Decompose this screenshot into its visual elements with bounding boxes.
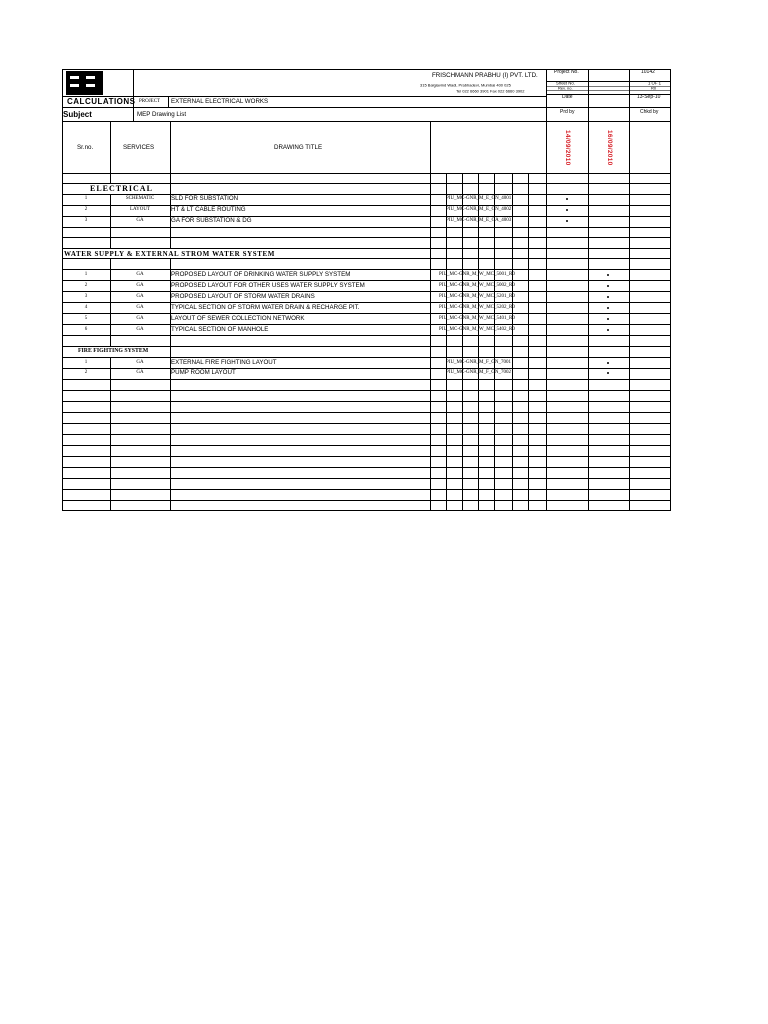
grid-line	[62, 227, 671, 228]
project-value: EXTERNAL ELECTRICAL WORKS	[171, 98, 269, 105]
date-value: 13-Sep-10	[637, 94, 661, 100]
calculations-label: CALCULATIONS	[67, 97, 136, 106]
project-no-label: Project No.	[554, 69, 579, 75]
border-right	[670, 69, 671, 510]
grid-line	[62, 205, 671, 206]
grid-line	[62, 379, 671, 380]
company-name: FRISCHMANN PRABHU (I) PVT. LTD.	[432, 72, 538, 79]
company-address-1: 315 Balgiavind Wadi, Prabhadevi, Mumbai 400 025	[420, 83, 511, 88]
col-services: SERVICES	[123, 144, 155, 151]
grid-line	[62, 280, 671, 281]
grid-line	[62, 412, 671, 413]
rev-no-value: R0	[651, 85, 657, 91]
grid-line	[62, 423, 671, 424]
section-title-electrical: ELECTRICAL	[90, 184, 153, 193]
grid-line	[494, 173, 495, 510]
grid-line	[62, 173, 671, 174]
col-date-2: 16/09/2010	[606, 130, 613, 166]
grid-line	[478, 173, 479, 510]
section-title-water: WATER SUPPLY & EXTERNAL STROM WATER SYSTEM	[64, 250, 275, 258]
grid-line	[62, 324, 671, 325]
company-address-2: Tel 022 6660 3901 Fax 022 6660 3902	[456, 89, 525, 94]
border-left	[62, 69, 63, 510]
grid-line	[430, 121, 431, 510]
grid-line	[62, 390, 671, 391]
grid-line	[512, 173, 513, 510]
bullet-icon	[607, 296, 609, 298]
grid-line	[462, 173, 463, 510]
bullet-icon	[607, 318, 609, 320]
grid-line	[62, 216, 671, 217]
grid-line	[446, 173, 447, 510]
bullet-icon	[607, 274, 609, 276]
grid-line	[62, 500, 671, 501]
grid-line	[62, 258, 671, 259]
grid-line	[62, 269, 671, 270]
grid-line	[62, 368, 671, 369]
bullet-icon	[607, 329, 609, 331]
section-title-fire: FIRE FIGHTING SYSTEM	[78, 348, 149, 354]
grid-line	[62, 291, 671, 292]
bullet-icon	[607, 285, 609, 287]
grid-line	[62, 489, 671, 490]
grid-line	[62, 401, 671, 402]
grid-line	[62, 194, 671, 195]
sheet-no-label: Sheet No.	[556, 81, 575, 87]
grid-line	[62, 445, 671, 446]
chkd-by-label: Chkd by	[640, 109, 659, 115]
grid-line	[62, 434, 671, 435]
project-no-value: 10142	[641, 69, 655, 75]
grid-line	[62, 313, 671, 314]
project-label: PROJECT	[139, 99, 161, 104]
company-logo	[66, 71, 103, 95]
sheet-no-value: 1 OF 1	[648, 81, 662, 87]
bullet-icon	[607, 362, 609, 364]
grid-line	[62, 357, 671, 358]
grid-line	[62, 237, 671, 238]
bullet-icon	[607, 307, 609, 309]
subject-value: MEP Drawing List	[137, 111, 187, 118]
col-drawing-title: DRAWING TITLE	[274, 144, 323, 151]
prd-by-label: Prd by	[560, 109, 575, 115]
subject-label: Subject	[63, 110, 92, 119]
bullet-icon	[566, 198, 568, 200]
col-srno: Sr.no.	[77, 144, 94, 151]
grid-line	[62, 302, 671, 303]
grid-line	[528, 173, 529, 510]
grid-line	[62, 335, 671, 336]
grid-line	[62, 510, 671, 511]
grid-line	[62, 456, 671, 457]
bullet-icon	[607, 372, 609, 374]
date-label: Date	[562, 94, 573, 100]
grid-line	[62, 478, 671, 479]
col-date-1: 14/09/2010	[564, 130, 571, 166]
bullet-icon	[566, 220, 568, 222]
border-top	[62, 69, 671, 70]
bullet-icon	[566, 209, 568, 211]
grid-line	[62, 467, 671, 468]
rev-no-label: Rev. no.	[558, 85, 573, 91]
